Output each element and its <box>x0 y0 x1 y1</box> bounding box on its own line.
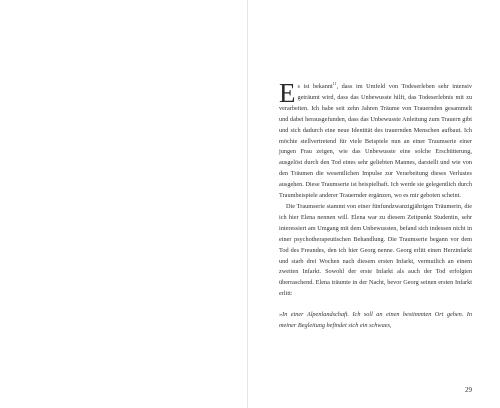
paragraph-1-lead: s ist bekannt <box>297 83 333 90</box>
left-page-blank <box>0 0 247 408</box>
paragraph-2: Die Traumserie stammt von einer fünfundzwanzigjährigen Träumerin, die ich hier Elena nennen will. Elena war zu diesem Zeitpunkt Studentin, sehr interessiert am Umgang mit dem Unbewussten, befand sich indessen nicht in einer psychotherapeutischen Behandlung. Die Traumserie begann vor dem Tod des Freundes, den ich hier Georg nenne. Georg erlitt einen Herzinfarkt und starb drei Wochen nach diesem ersten Infarkt, vermutlich an einem zweiten Infarkt. Sowohl der erste Infarkt als auch der Tod erfolgten überraschend. Elena träumte in der Nacht, bevor Georg seinen ersten Infarkt erlitt: <box>279 202 472 298</box>
paragraph-1-text: , dass im Umfeld von Todeserleben sehr intensiv geträumt wird, dass das Unbewusste hilft, das Todeserlebnis mit zu verarbeiten. Ich habe seit zehn Jahren Träume von Trauernden gesammelt und dabei herausgefunden, dass das Unbewusste Anleitung zum Trauern gibt und sich dadurch eine neue Identität des trauernden Menschen aufbaut. Ich möchte stellvertretend für viele Beispiele nun an einer Traumserie einer jungen Frau zeigen, wie das Unbewusste eine solche Erschütterung, ausgelöst durch den Tod eines sehr geliebten Mannes, darstellt und wie von den Träumen die wesentlichen Impulse zur Verarbeitung dieses Verlustes ausgehen. Diese Traumserie ist beispielhaft. Ich werde sie gelegentlich durch Traumbeispiele anderer Trauernder ergänzen, wo es mir geboten scheint. <box>279 83 473 200</box>
body-text <box>279 78 473 332</box>
footnote-marker[interactable]: 11 <box>332 80 337 86</box>
dream-quote: »In einer Alpenlandschaft. Ich soll an einen bestimmten Ort gehen. In meiner Begleitung befindet sich ein schwaes, <box>279 311 472 330</box>
paragraph-1 <box>279 78 473 202</box>
drop-cap: E <box>279 78 296 108</box>
page-number: 29 <box>465 386 472 394</box>
